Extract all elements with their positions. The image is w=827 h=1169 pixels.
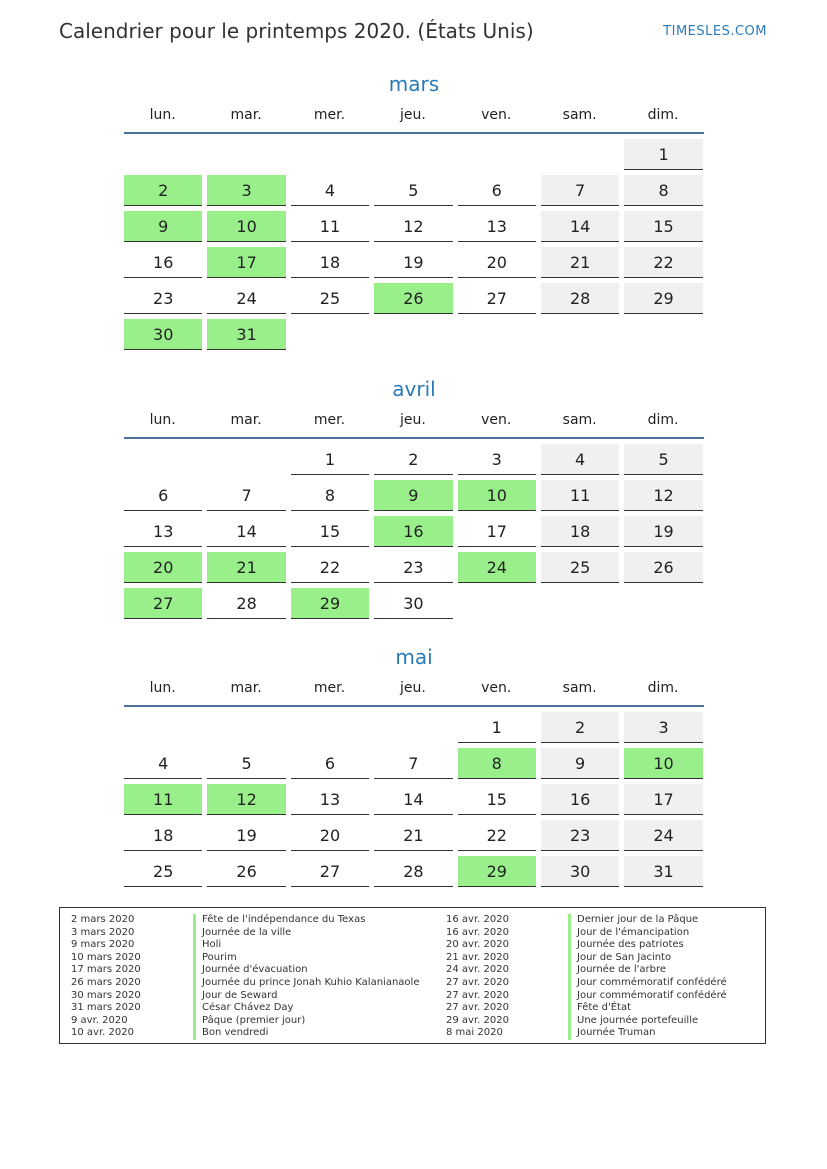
day-cell — [624, 282, 707, 318]
empty-cell — [458, 138, 541, 174]
day-number[interactable]: 7 — [374, 748, 452, 779]
legend-holiday-name: Journée Truman — [568, 1027, 655, 1040]
day-cell — [541, 747, 624, 783]
day-cell — [207, 783, 290, 819]
holiday-day[interactable]: 27 — [124, 588, 202, 619]
day-cell — [458, 747, 541, 783]
day-number[interactable]: 2 — [541, 712, 619, 743]
holiday-day[interactable]: 9 — [124, 211, 202, 242]
holiday-day[interactable]: 29 — [458, 856, 536, 887]
day-cell — [374, 783, 457, 819]
day-number[interactable]: 4 — [124, 748, 202, 779]
day-cell — [124, 747, 207, 783]
day-cell — [207, 318, 290, 354]
weekday-label: dim. — [647, 680, 679, 696]
legend-holiday-name: Dernier jour de la Pâque — [568, 914, 698, 927]
weekday-label: lun. — [149, 107, 176, 123]
day-number[interactable]: 31 — [624, 856, 702, 887]
legend-holiday-name: Jour de Seward — [193, 990, 277, 1003]
day-number[interactable]: 22 — [624, 247, 702, 278]
legend-holiday-name: Journée d'évacuation — [193, 964, 308, 977]
month-march — [124, 70, 704, 354]
empty-cell — [207, 138, 290, 174]
legend-holiday-name: Jour commémoratif confédéré — [568, 990, 727, 1003]
day-cell — [291, 587, 374, 623]
legend-holiday-name: Bon vendredi — [193, 1027, 268, 1040]
empty-cell — [374, 138, 457, 174]
empty-cell — [541, 138, 624, 174]
day-cell — [291, 246, 374, 282]
day-cell — [541, 479, 624, 515]
day-cell — [124, 246, 207, 282]
day-cell — [124, 479, 207, 515]
holiday-day[interactable]: 24 — [458, 552, 536, 583]
holiday-day[interactable]: 10 — [207, 211, 285, 242]
day-cell — [541, 515, 624, 551]
day-cell — [124, 515, 207, 551]
day-number[interactable]: 25 — [124, 856, 202, 887]
day-cell — [207, 174, 290, 210]
day-cell — [124, 855, 207, 891]
holiday-day[interactable]: 30 — [124, 319, 202, 350]
day-number[interactable]: 15 — [458, 784, 536, 815]
day-number[interactable]: 1 — [624, 139, 702, 170]
day-cell — [541, 282, 624, 318]
day-number[interactable]: 24 — [207, 283, 285, 314]
day-number[interactable]: 13 — [291, 784, 369, 815]
legend-holiday-name: Fête de l'indépendance du Texas — [193, 914, 365, 927]
day-number[interactable]: 18 — [541, 516, 619, 547]
day-cell — [624, 747, 707, 783]
legend-holiday-name: Journée du prince Jonah Kuhio Kalanianaole — [193, 977, 419, 990]
day-cell — [124, 783, 207, 819]
legend-date: 9 mars 2020 — [71, 939, 135, 951]
day-cell — [374, 515, 457, 551]
day-cell — [291, 443, 374, 479]
holiday-day[interactable]: 21 — [207, 552, 285, 583]
day-number[interactable]: 6 — [291, 748, 369, 779]
empty-cell — [124, 138, 207, 174]
weekday-label: jeu. — [399, 412, 426, 428]
weekday-label: ven. — [481, 680, 512, 696]
day-cell — [291, 479, 374, 515]
weekday-label: dim. — [647, 107, 679, 123]
day-number[interactable]: 25 — [541, 552, 619, 583]
legend-date: 2 mars 2020 — [71, 914, 135, 925]
day-number[interactable]: 19 — [207, 820, 285, 851]
day-cell — [374, 282, 457, 318]
day-number[interactable]: 3 — [624, 712, 702, 743]
day-cell — [458, 174, 541, 210]
legend-holiday-name: Pâque (premier jour) — [193, 1015, 305, 1028]
weekday-header — [124, 671, 704, 705]
day-cell — [624, 711, 707, 747]
day-number[interactable]: 13 — [458, 211, 536, 242]
empty-cell — [207, 443, 290, 479]
holiday-day[interactable]: 26 — [374, 283, 452, 314]
weekday-label: jeu. — [399, 107, 426, 123]
legend-date: 3 mars 2020 — [71, 926, 135, 938]
page-title: Calendrier pour le printemps 2020. (États Unis) — [59, 19, 534, 43]
month-title: mai — [395, 645, 433, 669]
day-number[interactable]: 6 — [458, 175, 536, 206]
day-cell — [207, 747, 290, 783]
day-number[interactable]: 17 — [458, 516, 536, 547]
day-number[interactable]: 20 — [291, 820, 369, 851]
day-cell — [374, 246, 457, 282]
day-cell — [207, 210, 290, 246]
legend-date: 20 avr. 2020 — [446, 939, 509, 951]
weekday-header — [124, 403, 704, 437]
day-cell — [458, 551, 541, 587]
day-cell — [374, 174, 457, 210]
day-cell — [207, 819, 290, 855]
day-number[interactable]: 5 — [374, 175, 452, 206]
day-number[interactable]: 25 — [291, 283, 369, 314]
day-cell — [124, 551, 207, 587]
legend-date: 30 mars 2020 — [71, 989, 141, 1001]
day-number[interactable]: 30 — [374, 588, 452, 619]
day-number[interactable]: 23 — [124, 283, 202, 314]
brand-link[interactable]: TIMESLES.COM — [663, 24, 767, 39]
day-cell — [624, 819, 707, 855]
legend-date: 21 avr. 2020 — [446, 951, 509, 963]
day-cell — [374, 443, 457, 479]
day-cell — [541, 174, 624, 210]
day-cell — [458, 515, 541, 551]
day-cell — [541, 711, 624, 747]
legend-holiday-name: Jour commémoratif confédéré — [568, 977, 727, 990]
legend-holiday-name: Journée de l'arbre — [568, 964, 666, 977]
holiday-day[interactable]: 20 — [124, 552, 202, 583]
legend-holiday-name: Holi — [193, 939, 221, 952]
header-rule — [124, 437, 704, 439]
day-number[interactable]: 16 — [541, 784, 619, 815]
day-cell — [458, 783, 541, 819]
day-number[interactable]: 27 — [458, 283, 536, 314]
day-number[interactable]: 14 — [374, 784, 452, 815]
day-number[interactable]: 30 — [541, 856, 619, 887]
legend-holiday-name: Journée de la ville — [193, 927, 291, 940]
day-number[interactable]: 7 — [207, 480, 285, 511]
header-rule — [124, 132, 704, 134]
day-number[interactable]: 9 — [541, 748, 619, 779]
legend-date: 17 mars 2020 — [71, 964, 141, 976]
day-number[interactable]: 2 — [374, 444, 452, 475]
day-cell — [624, 210, 707, 246]
day-cell — [124, 210, 207, 246]
day-cell — [291, 282, 374, 318]
day-cell — [124, 318, 207, 354]
day-cell — [291, 819, 374, 855]
day-cell — [458, 443, 541, 479]
weekday-label: sam. — [562, 412, 597, 428]
day-cell — [124, 282, 207, 318]
day-cell — [124, 587, 207, 623]
legend-holiday-name: Une journée portefeuille — [568, 1015, 698, 1028]
day-number[interactable]: 1 — [291, 444, 369, 475]
legend-holiday-name: César Chávez Day — [193, 1002, 293, 1015]
day-number[interactable]: 4 — [291, 175, 369, 206]
day-cell — [541, 443, 624, 479]
day-cell — [291, 855, 374, 891]
day-cell — [624, 783, 707, 819]
day-cell — [374, 479, 457, 515]
day-cell — [207, 246, 290, 282]
day-number[interactable]: 11 — [291, 211, 369, 242]
day-cell — [291, 783, 374, 819]
weekday-label: mer. — [313, 680, 346, 696]
holiday-day[interactable]: 17 — [207, 247, 285, 278]
day-number[interactable]: 8 — [624, 175, 702, 206]
day-number[interactable]: 3 — [458, 444, 536, 475]
day-grid — [124, 711, 704, 891]
day-cell — [458, 282, 541, 318]
holiday-day[interactable]: 11 — [124, 784, 202, 815]
day-number[interactable]: 28 — [541, 283, 619, 314]
holiday-legend — [59, 907, 766, 1044]
weekday-label: mer. — [313, 412, 346, 428]
day-number[interactable]: 21 — [374, 820, 452, 851]
day-number[interactable]: 22 — [291, 552, 369, 583]
day-cell — [624, 174, 707, 210]
weekday-label: sam. — [562, 680, 597, 696]
day-cell — [624, 551, 707, 587]
day-number[interactable]: 5 — [207, 748, 285, 779]
day-cell — [291, 515, 374, 551]
day-cell — [458, 210, 541, 246]
day-number[interactable]: 1 — [458, 712, 536, 743]
day-cell — [541, 855, 624, 891]
day-cell — [374, 819, 457, 855]
day-number[interactable]: 7 — [541, 175, 619, 206]
day-cell — [207, 479, 290, 515]
holiday-day[interactable]: 12 — [207, 784, 285, 815]
day-number[interactable]: 23 — [541, 820, 619, 851]
day-number[interactable]: 26 — [624, 552, 702, 583]
weekday-label: lun. — [149, 680, 176, 696]
day-cell — [541, 210, 624, 246]
day-number[interactable]: 21 — [541, 247, 619, 278]
day-cell — [541, 819, 624, 855]
legend-date: 9 avr. 2020 — [71, 1014, 128, 1026]
day-grid — [124, 443, 704, 623]
weekday-label: mar. — [230, 680, 262, 696]
day-cell — [207, 587, 290, 623]
day-number[interactable]: 22 — [458, 820, 536, 851]
legend-date: 27 avr. 2020 — [446, 976, 509, 988]
legend-date: 10 avr. 2020 — [71, 1027, 134, 1039]
day-cell — [374, 551, 457, 587]
holiday-day[interactable]: 10 — [624, 748, 702, 779]
day-cell — [291, 551, 374, 587]
holiday-day[interactable]: 9 — [374, 480, 452, 511]
day-number[interactable]: 13 — [124, 516, 202, 547]
weekday-header — [124, 98, 704, 132]
day-number[interactable]: 4 — [541, 444, 619, 475]
legend-holiday-name: Journée des patriotes — [568, 939, 684, 952]
day-cell — [458, 246, 541, 282]
day-cell — [458, 711, 541, 747]
day-cell — [624, 515, 707, 551]
month-may — [124, 643, 704, 891]
weekday-label: jeu. — [399, 680, 426, 696]
day-number[interactable]: 18 — [124, 820, 202, 851]
legend-holiday-name: Jour de l'émancipation — [568, 927, 689, 940]
month-title: mars — [388, 72, 440, 96]
weekday-label: mar. — [230, 412, 262, 428]
day-number[interactable]: 15 — [624, 211, 702, 242]
legend-holiday-name: Jour de San Jacinto — [568, 952, 671, 965]
day-cell — [374, 210, 457, 246]
day-grid — [124, 138, 704, 354]
day-number[interactable]: 19 — [374, 247, 452, 278]
weekday-label: lun. — [149, 412, 176, 428]
holiday-day[interactable]: 16 — [374, 516, 452, 547]
day-cell — [541, 246, 624, 282]
day-cell — [624, 855, 707, 891]
weekday-label: mer. — [313, 107, 346, 123]
day-number[interactable]: 27 — [291, 856, 369, 887]
holiday-day[interactable]: 29 — [291, 588, 369, 619]
holiday-day[interactable]: 8 — [458, 748, 536, 779]
day-cell — [624, 246, 707, 282]
day-number[interactable]: 11 — [541, 480, 619, 511]
day-cell — [624, 479, 707, 515]
legend-date: 31 mars 2020 — [71, 1002, 141, 1014]
day-cell — [207, 282, 290, 318]
legend-date: 24 avr. 2020 — [446, 964, 509, 976]
day-number[interactable]: 16 — [124, 247, 202, 278]
legend-date: 16 avr. 2020 — [446, 926, 509, 938]
day-cell — [624, 138, 707, 174]
day-number[interactable]: 26 — [207, 856, 285, 887]
day-number[interactable]: 19 — [624, 516, 702, 547]
day-cell — [291, 174, 374, 210]
day-cell — [374, 747, 457, 783]
weekday-label: dim. — [647, 412, 679, 428]
legend-holiday-name: Pourim — [193, 952, 237, 965]
day-number[interactable]: 20 — [458, 247, 536, 278]
legend-date: 29 avr. 2020 — [446, 1014, 509, 1026]
weekday-label: sam. — [562, 107, 597, 123]
empty-cell — [291, 138, 374, 174]
day-number[interactable]: 8 — [291, 480, 369, 511]
day-cell — [458, 479, 541, 515]
day-cell — [207, 855, 290, 891]
day-cell — [458, 855, 541, 891]
day-cell — [207, 515, 290, 551]
day-number[interactable]: 23 — [374, 552, 452, 583]
empty-cell — [291, 711, 374, 747]
weekday-label: ven. — [481, 107, 512, 123]
day-cell — [291, 747, 374, 783]
day-cell — [458, 819, 541, 855]
day-number[interactable]: 12 — [374, 211, 452, 242]
day-cell — [124, 174, 207, 210]
day-number[interactable]: 24 — [624, 820, 702, 851]
day-number[interactable]: 17 — [624, 784, 702, 815]
day-cell — [291, 210, 374, 246]
day-number[interactable]: 14 — [207, 516, 285, 547]
day-cell — [207, 551, 290, 587]
legend-holiday-name: Fête d'État — [568, 1002, 631, 1015]
day-cell — [624, 443, 707, 479]
empty-cell — [207, 711, 290, 747]
legend-date: 27 avr. 2020 — [446, 989, 509, 1001]
holiday-day[interactable]: 10 — [458, 480, 536, 511]
day-number[interactable]: 5 — [624, 444, 702, 475]
holiday-day[interactable]: 31 — [207, 319, 285, 350]
day-number[interactable]: 12 — [624, 480, 702, 511]
day-number[interactable]: 18 — [291, 247, 369, 278]
month-title: avril — [392, 377, 436, 401]
day-cell — [124, 819, 207, 855]
month-april — [124, 375, 704, 623]
header-rule — [124, 705, 704, 707]
day-number[interactable]: 14 — [541, 211, 619, 242]
empty-cell — [374, 711, 457, 747]
legend-date: 10 mars 2020 — [71, 951, 141, 963]
day-number[interactable]: 6 — [124, 480, 202, 511]
empty-cell — [124, 443, 207, 479]
day-number[interactable]: 29 — [624, 283, 702, 314]
legend-date: 16 avr. 2020 — [446, 914, 509, 925]
legend-date: 27 avr. 2020 — [446, 1002, 509, 1014]
legend-date: 26 mars 2020 — [71, 976, 141, 988]
day-cell — [374, 855, 457, 891]
day-number[interactable]: 28 — [207, 588, 285, 619]
weekday-label: ven. — [481, 412, 512, 428]
weekday-label: mar. — [230, 107, 262, 123]
holiday-day[interactable]: 2 — [124, 175, 202, 206]
day-number[interactable]: 15 — [291, 516, 369, 547]
empty-cell — [124, 711, 207, 747]
day-cell — [541, 551, 624, 587]
legend-date: 8 mai 2020 — [446, 1027, 503, 1039]
day-number[interactable]: 28 — [374, 856, 452, 887]
holiday-day[interactable]: 3 — [207, 175, 285, 206]
day-cell — [541, 783, 624, 819]
day-cell — [374, 587, 457, 623]
